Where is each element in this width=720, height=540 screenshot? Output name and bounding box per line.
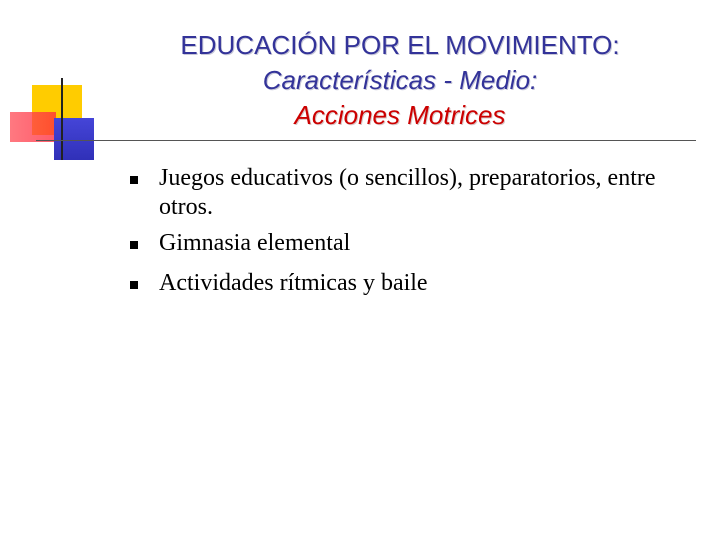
slide-title [110,28,690,133]
logo-red-square [10,112,56,142]
bullet-square-icon [130,176,138,184]
title-divider-line [36,140,696,141]
list-item [130,269,700,298]
bullet-text: Actividades rítmicas y baile [159,270,428,296]
title-subtitle: Características - Medio: [262,65,538,95]
bullet-list [130,164,700,309]
logo-vertical-line [61,78,63,160]
title-accent: Acciones Motrices [294,100,506,130]
bullet-text: Juegos educativos (o sencillos), preparatorios, entre otros. [159,165,656,220]
list-item [130,229,700,258]
bullet-text: Gimnasia elemental [159,230,351,256]
list-item [130,164,700,222]
logo-blue-square [54,118,94,160]
bullet-square-icon [130,241,138,249]
title-main: EDUCACIÓN POR EL MOVIMIENTO: [180,30,620,60]
bullet-square-icon [130,281,138,289]
